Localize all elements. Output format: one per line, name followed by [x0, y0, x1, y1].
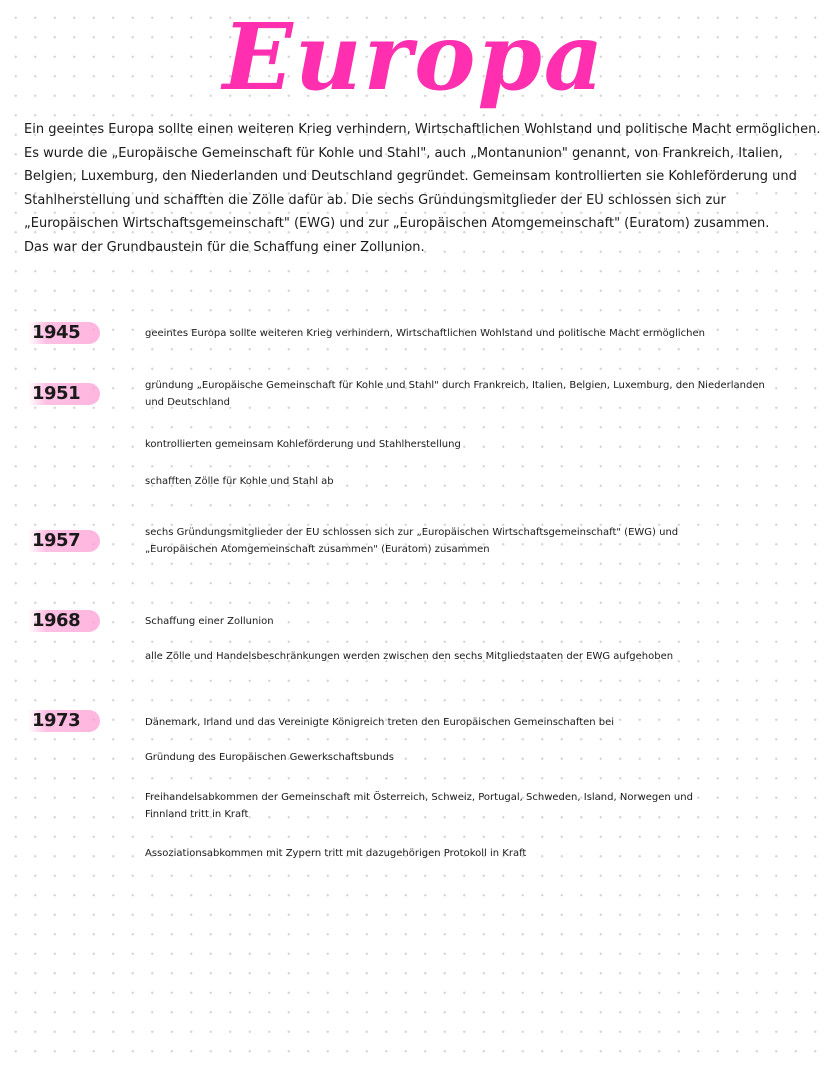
- timeline-entry: [145, 648, 805, 665]
- timeline-year-1957: 1957: [28, 530, 100, 552]
- entry-line: sechs Gründungsmitglieder der EU schlossen sich zur „Europäischen Wirtschaftsgemeinschaft" (EWG) und: [145, 527, 679, 538]
- timeline-year-1973: 1973: [28, 710, 100, 732]
- timeline-entry: [145, 325, 805, 342]
- entry-line: Assoziationsabkommen mit Zypern tritt mit dazugehörigen Protokoll in Kraft: [145, 848, 527, 859]
- timeline-entry: [145, 845, 805, 862]
- timeline-entry: [145, 789, 805, 823]
- page-title: Europa: [222, 3, 606, 111]
- entry-line: „Europäischen Atomgemeinschaft zusammen" (Euratom) zusammen: [145, 544, 490, 555]
- intro-line: Das war der Grundbaustein für die Schaffung einer Zollunion.: [24, 239, 425, 255]
- entry-line: Freihandelsabkommen der Gemeinschaft mit Österreich, Schweiz, Portugal, Schweden, Island, Norwegen und: [145, 792, 693, 803]
- timeline-year-1945: 1945: [28, 322, 100, 344]
- timeline-entry: [145, 473, 805, 490]
- entry-line: Finnland tritt in Kraft: [145, 809, 249, 820]
- timeline-entry: [145, 377, 805, 411]
- timeline-year-1968: 1968: [28, 610, 100, 632]
- timeline-entry: [145, 524, 805, 558]
- entry-line: Dänemark, Irland und das Vereinigte Königreich treten den Europäischen Gemeinschaften bei: [145, 717, 615, 728]
- timeline-year-1951: 1951: [28, 383, 100, 405]
- entry-line: Gründung des Europäischen Gewerkschaftsbunds: [145, 752, 394, 763]
- intro-line: „Europäischen Wirtschaftsgemeinschaft" (EWG) und zur „Europäischen Atomgemeinschaft" (Euratom) zusammen.: [24, 216, 770, 232]
- timeline-entry: [145, 613, 805, 630]
- entry-line: geeintes Europa sollte weiteren Krieg verhindern, Wirtschaftlichen Wohlstand und politische Macht ermöglichen: [145, 328, 705, 339]
- entry-line: schafften Zölle für Kohle und Stahl ab: [145, 476, 334, 487]
- timeline-entry: [145, 714, 805, 731]
- entry-line: kontrollierten gemeinsam Kohleförderung und Stahlherstellung: [145, 439, 461, 450]
- entry-line: gründung „Europäische Gemeinschaft für Kohle und Stahl" durch Frankreich, Italien, Belgien, Luxemburg, den Niederlanden: [145, 380, 765, 391]
- timeline-entry: [145, 436, 805, 453]
- intro-line: Stahlherstellung und schafften die Zölle dafür ab. Die sechs Gründungsmitglieder der EU schlossen sich zur: [24, 192, 726, 208]
- entry-line: alle Zölle und Handelsbeschränkungen werden zwischen den sechs Mitgliedstaaten der EWG aufgehoben: [145, 651, 674, 662]
- intro-line: Belgien, Luxemburg, den Niederlanden und Deutschland gegründet. Gemeinsam kontrollierten sie Kohleförderung und: [24, 169, 797, 185]
- intro-line: Ein geeintes Europa sollte einen weiteren Krieg verhindern, Wirtschaftlichen Wohlstand und politische Macht ermöglichen.: [24, 122, 821, 137]
- intro-paragraph: [24, 118, 821, 260]
- timeline-entry: [145, 749, 805, 766]
- entry-line: und Deutschland: [145, 397, 230, 408]
- entry-line: Schaffung einer Zollunion: [145, 616, 274, 627]
- intro-line: Es wurde die „Europäische Gemeinschaft für Kohle und Stahl", auch „Montanunion" genannt, von Frankreich, Italien,: [24, 145, 783, 161]
